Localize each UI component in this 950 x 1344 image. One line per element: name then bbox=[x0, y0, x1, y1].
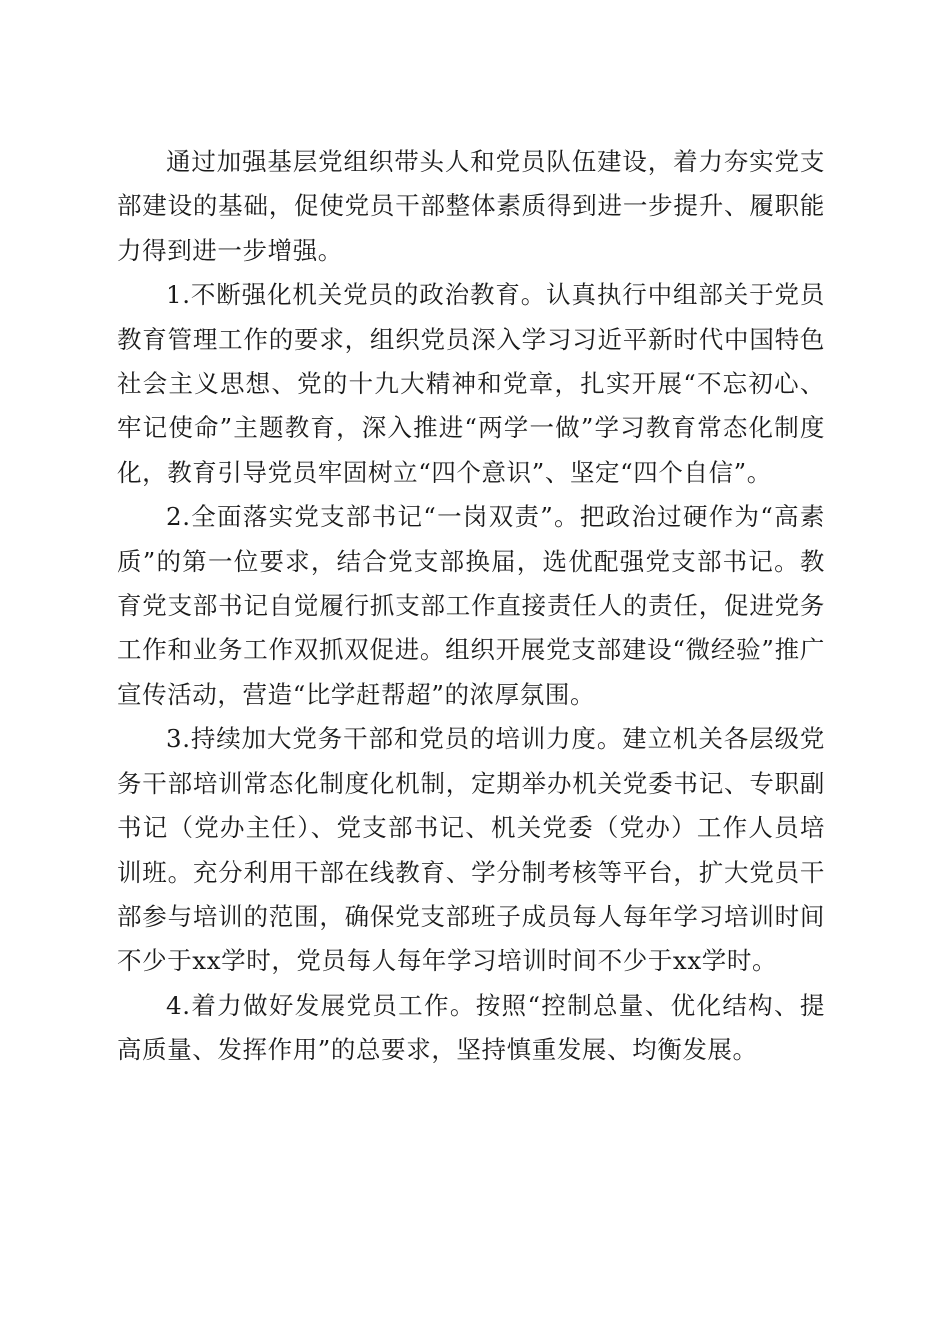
paragraph-item-2: 2.全面落实党支部书记“一岗双责”。把政治过硬作为“高素质”的第一位要求，结合党支部换届，选优配强党支部书记。教育党支部书记自觉履行抓支部工作直接责任人的责任，促进党务工作和业务工作双抓双促进。组织开展党支部建设“微经验”推广宣传活动，营造“比学赶帮超”的浓厚氛围。 bbox=[117, 502, 825, 709]
paragraph-intro: 通过加强基层党组织带头人和党员队伍建设，着力夯实党支部建设的基础，促使党员干部整体素质得到进一步提升、履职能力得到进一步增强。 bbox=[117, 147, 825, 265]
document-body bbox=[117, 140, 825, 1073]
paragraph-item-4: 4.着力做好发展党员工作。按照“控制总量、优化结构、提高质量、发挥作用”的总要求，坚持慎重发展、均衡发展。 bbox=[117, 990, 825, 1065]
paragraph-item-3: 3.持续加大党务干部和党员的培训力度。建立机关各层级党务干部培训常态化制度化机制，定期举办机关党委书记、专职副书记（党办主任）、党支部书记、机关党委（党办）工作人员培训班。充分利用干部在线教育、学分制考核等平台，扩大党员干部参与培训的范围，确保党支部班子成员每人每年学习培训时间不少于xx学时，党员每人每年学习培训时间不少于xx学时。 bbox=[117, 724, 825, 976]
paragraph-item-1: 1.不断强化机关党员的政治教育。认真执行中组部关于党员教育管理工作的要求，组织党员深入学习习近平新时代中国特色社会主义思想、党的十九大精神和党章，扎实开展“不忘初心、牢记使命”主题教育，深入推进“两学一做”学习教育常态化制度化，教育引导党员牢固树立“四个意识”、坚定“四个自信”。 bbox=[117, 280, 825, 487]
